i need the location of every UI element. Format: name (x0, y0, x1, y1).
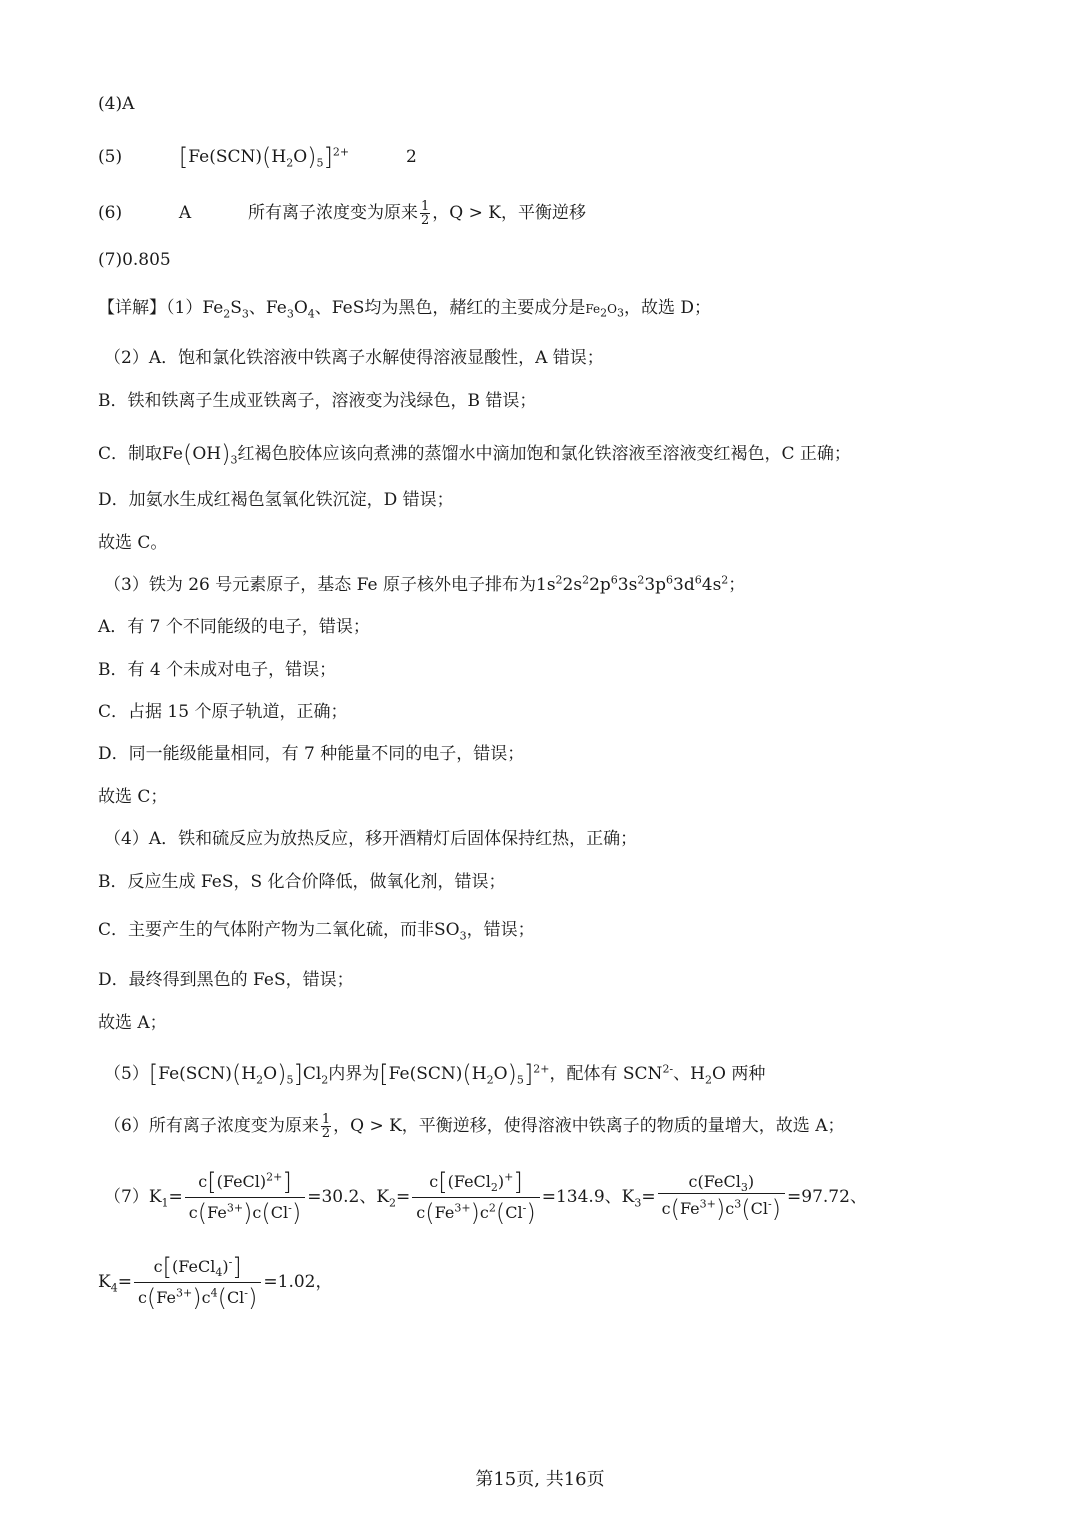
p3-conclusion: 故选 C； (98, 787, 168, 807)
p1-end: ，故选 D； (624, 298, 712, 318)
answer-6-text-pre: 所有离子浓度变为原来 (248, 203, 418, 223)
p5-post: ，配体有 SCN (549, 1064, 663, 1084)
p4-c-post: ，错误； (466, 920, 535, 940)
k3-fraction: $\frac{c(FeCl_3)}{c(Fe^{3+})c^3(Cl^-)}$ (658, 1174, 785, 1221)
k1-fraction: $\frac{c[(FeCl)^{2+}]}{c(Fe^{3+})c(Cl^-)}$ (185, 1170, 305, 1225)
sep: 、 (849, 1187, 867, 1207)
p2-c-pre: C．制取 (98, 444, 163, 464)
p2-conclusion: 故选 C。 (98, 533, 168, 553)
p2-c-post: 红褐色胶体应该向煮沸的蒸馏水中滴加饱和氯化铁溶液至溶液变红褐色，C 正确； (237, 444, 851, 464)
p5-post3: O 两种 (711, 1064, 766, 1084)
p5-pre: （5） (104, 1064, 149, 1084)
p3-b: B．有 4 个未成对电子，错误； (98, 660, 337, 680)
p2-b: B．铁和铁离子生成亚铁离子，溶液变为浅绿色，B 错误； (98, 391, 537, 411)
p5-post2: 、H (673, 1064, 705, 1084)
k1-value: =30.2 (307, 1187, 360, 1207)
answer-6-label: (6) (98, 203, 123, 223)
p2-c: C．制取$Fe(OH)_3$红褐色胶体应该向煮沸的蒸馏水中滴加饱和氯化铁溶液至溶液变红褐色，C 正确； (98, 440, 851, 468)
p3-c: C．占据 15 个原子轨道，正确； (98, 702, 348, 722)
p7-line2: $K_4=$ $\frac{c[(FeCl_4)^-]}{c(Fe^{3+})c^4(Cl^-)}$ =1.02， (98, 1253, 333, 1312)
end: ， (315, 1272, 333, 1292)
p4-a: （4）A．铁和硫反应为放热反应，移开酒精灯后固体保持红热，正确； (104, 829, 638, 849)
p4-d: D．最终得到黑色的 FeS，错误； (98, 970, 354, 990)
p4-conclusion: 故选 A； (98, 1013, 167, 1033)
answer-7: (7)0.805 (98, 250, 171, 270)
p3-intro: （3）铁为 26 号元素原子，基态 Fe 原子核外电子排布为$1s^22s^22p^63s^23p^63d^64s^2$； (104, 573, 746, 595)
p7-pre: （7） (104, 1187, 149, 1207)
page-footer: 第15页, 共16页 (475, 1469, 605, 1490)
k2-value: =134.9 (541, 1187, 605, 1207)
fraction-half: $\frac{1}{2}$ (321, 1112, 331, 1141)
p4-c: C．主要产生的气体附产物为二氧化硫，而非$SO_3$，错误； (98, 920, 535, 943)
answer-6-choice: A (178, 203, 192, 223)
p3-pre: （3）铁为 26 号元素原子，基态 Fe 原子核外电子排布为 (104, 575, 536, 595)
sep: 、 (359, 1187, 377, 1207)
answer-6-text-post: ，Q > K，平衡逆移 (432, 203, 586, 223)
p3-end: ； (728, 575, 746, 595)
p6 (104, 1113, 844, 1140)
sep: 、 (604, 1187, 622, 1207)
k3-value: =97.72 (787, 1187, 850, 1207)
p6-post: ，Q > K，平衡逆移，使得溶液中铁离子的物质的量增大，故选 A； (333, 1116, 845, 1136)
p3-a: A．有 7 个不同能级的电子，错误； (98, 617, 370, 637)
p5-mid: 内界为 (328, 1064, 380, 1084)
p3-d: D．同一能级能量相同，有 7 种能量不同的电子，错误； (98, 744, 525, 764)
answer-4: (4)A (98, 94, 135, 114)
p7-line1: $(7)K_1=$ $\frac{c[(FeCl)^{2+}]}{c(Fe^{3+})c(Cl^-)}$ =30.2、$K_2=$ $\frac{c[(FeCl_2)^+]}{c(Fe^{3+})c^2(Cl^-)}$ =134.9、$K_3=$ $\frac{c(FeCl_3)}{c(Fe^{3+})c^3(Cl^-)}$ =97.72、 (104, 1168, 867, 1227)
k2-fraction: $\frac{c[(FeCl_2)^+]}{c(Fe^{3+})c^2(Cl^-)}$ (412, 1170, 539, 1225)
k4-value: =1.02 (263, 1272, 316, 1292)
p2-d: D．加氨水生成红褐色氢氧化铁沉淀，D 错误； (98, 490, 454, 510)
answer-5-value: 2 (405, 147, 417, 167)
p1-num: （1） (166, 298, 203, 318)
answer-5-formula: $[Fe(SCN)(H_2O)_5]^{2+}$ (178, 143, 350, 171)
k4-fraction: $\frac{c[(FeCl_4)^-]}{c(Fe^{3+})c^4(Cl^-)}$ (134, 1255, 261, 1310)
p5: $(5)[Fe(SCN)(H_2O)_5]Cl_2$内界为$[Fe(SCN)(H_2O)_5]^{2+}$，配体有 $SCN^{2-}$、$H_2O$ 两种 (104, 1060, 766, 1088)
answer-5-label: (5) (98, 147, 123, 167)
p4-c-pre: C．主要产生的气体附产物为二氧化硫，而非 (98, 920, 435, 940)
p4-b: B．反应生成 FeS，S 化合价降低，做氧化剂，错误； (98, 872, 506, 892)
fraction-half: $\frac{1}{2}$ (421, 199, 430, 228)
answer-6 (98, 200, 586, 227)
p1-tail: 均为黑色，赭红的主要成分是 (364, 298, 586, 318)
answer-5 (98, 145, 417, 169)
explanation-p1: 【详解】$(1)Fe_2S_3$、$Fe_3O_4$、FeS均为黑色，赭红的主要成分是$Fe_2O_3$，故选 D； (98, 298, 712, 321)
explanation-heading: 【详解】 (98, 298, 166, 318)
p2-a: （2）A．饱和氯化铁溶液中铁离子水解使得溶液显酸性，A 错误； (104, 348, 604, 368)
p6-pre: （6）所有离子浓度变为原来 (104, 1116, 319, 1136)
